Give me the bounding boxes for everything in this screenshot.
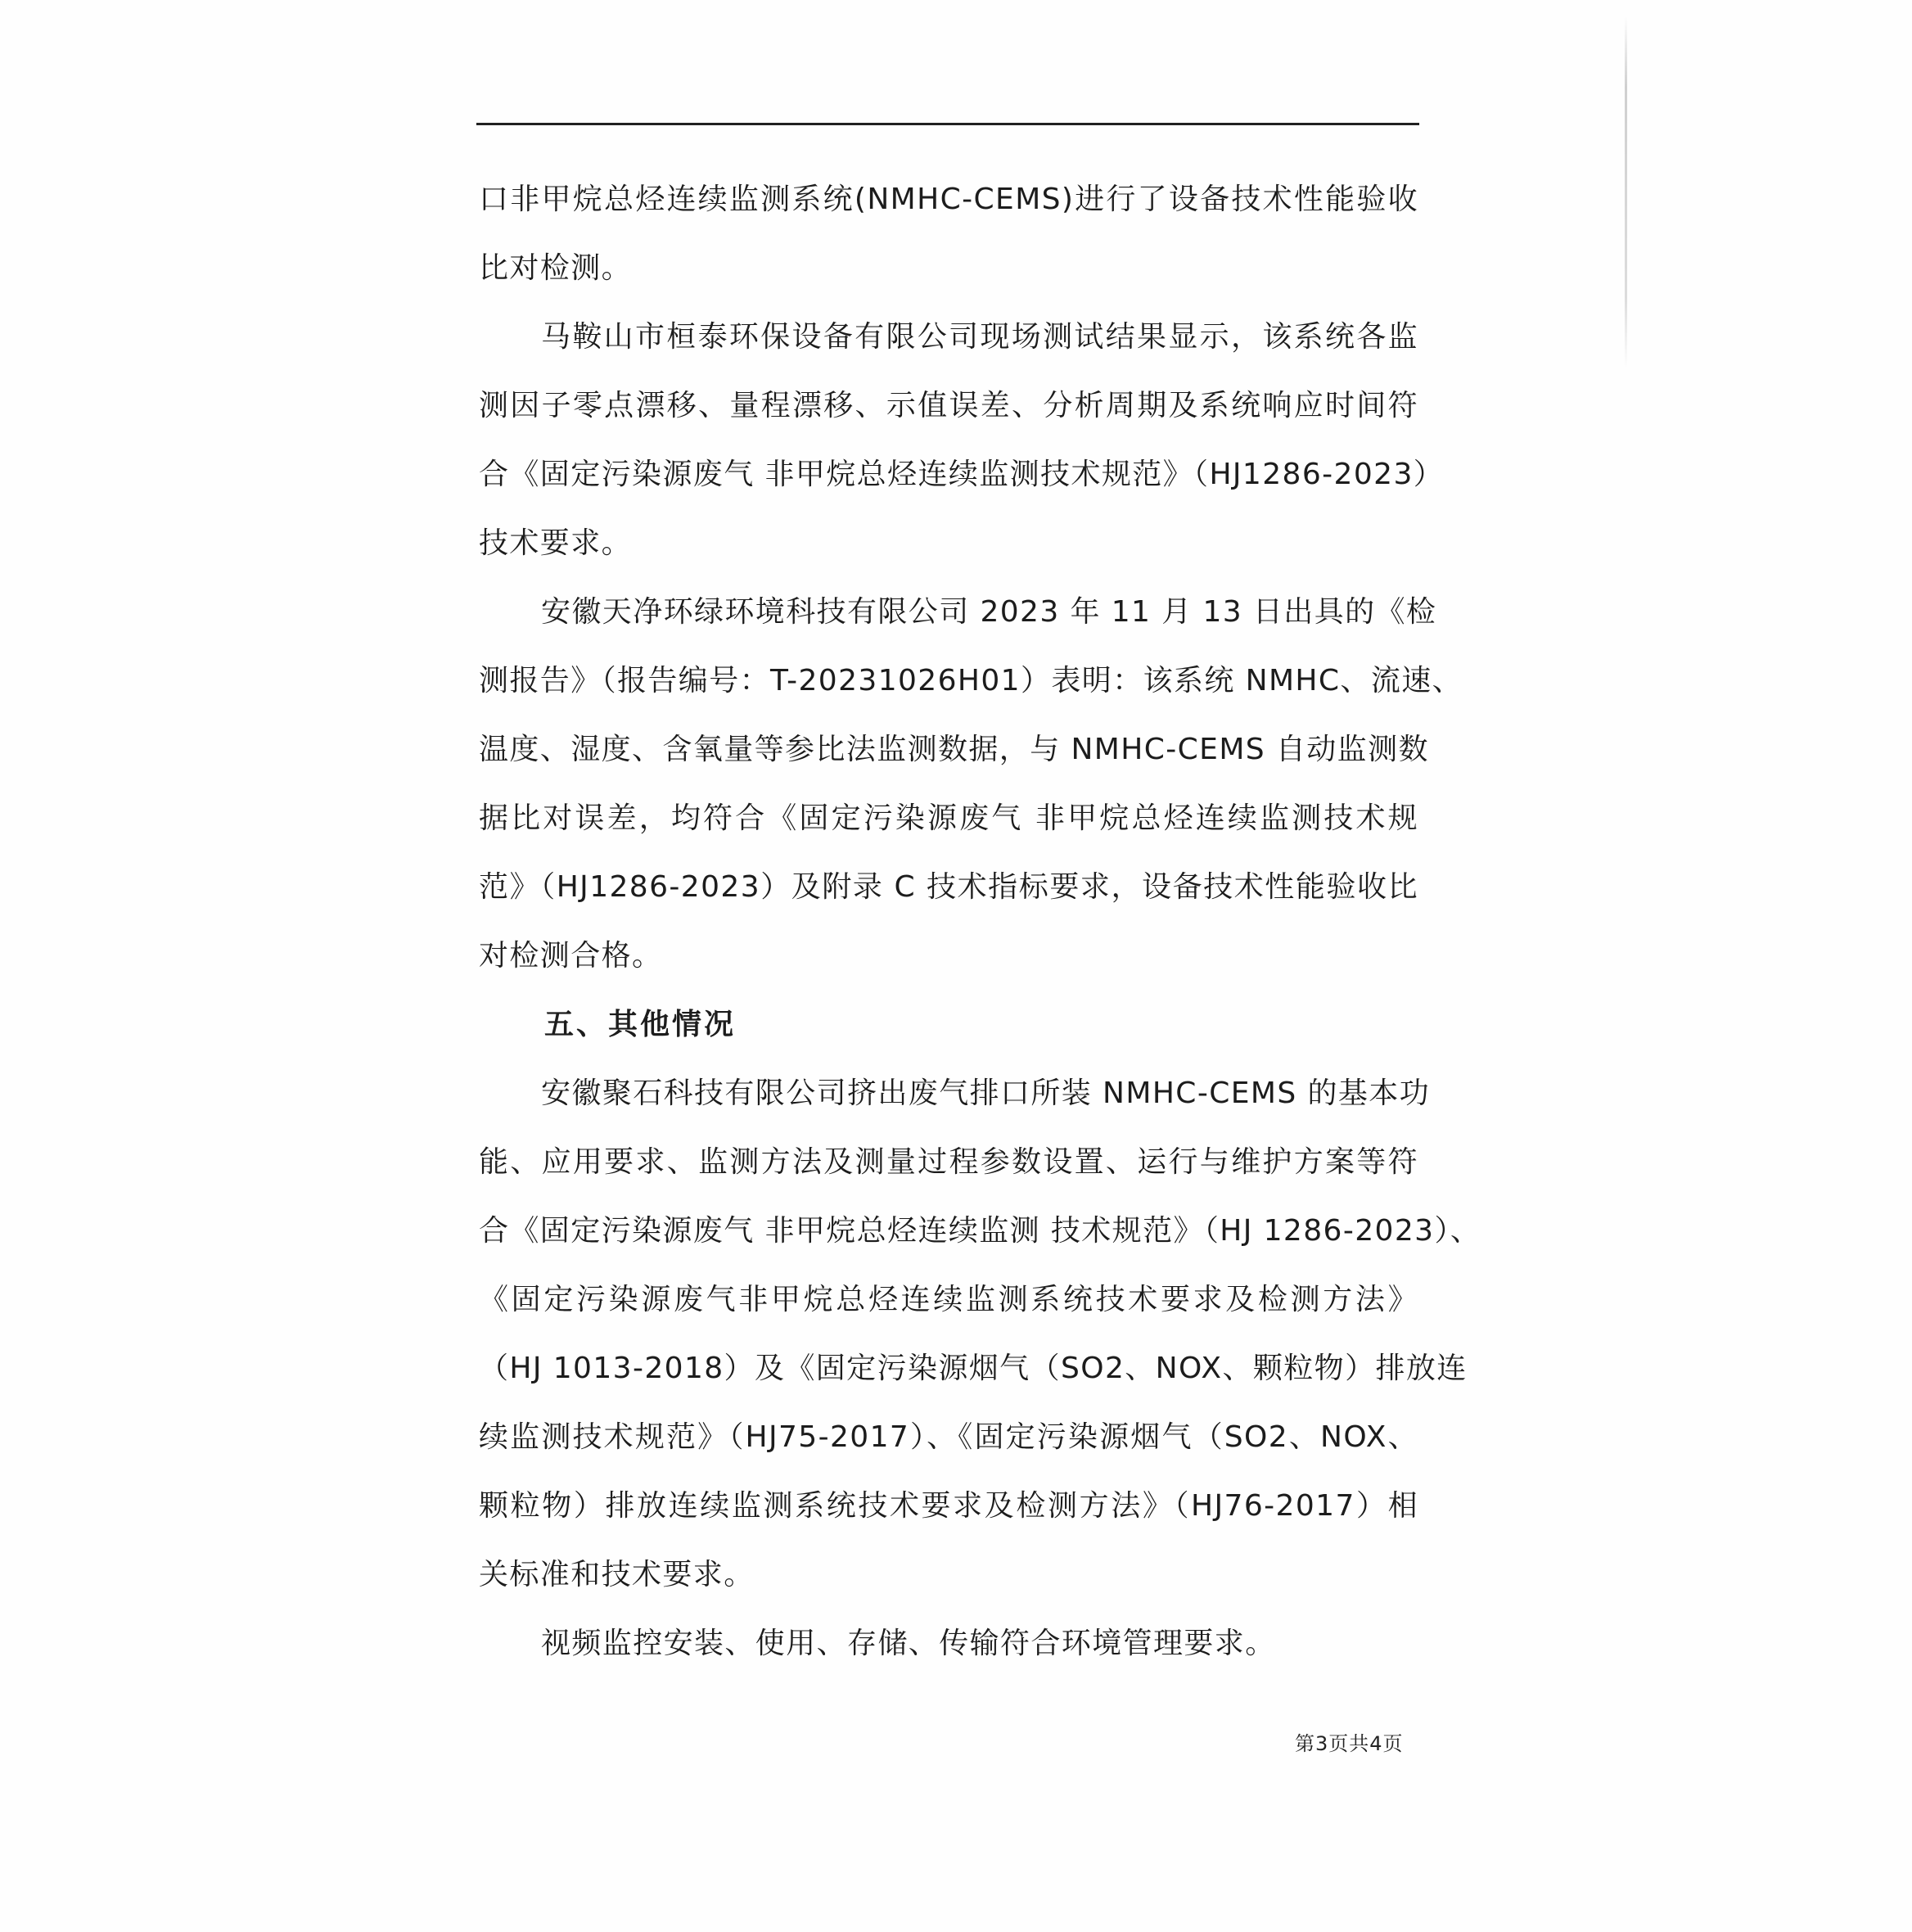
paragraph-line: 合《固定污染源废气 非甲烷总烃连续监测 技术规范》（HJ 1286-2023）、 bbox=[479, 1214, 1481, 1248]
header-rule bbox=[476, 123, 1419, 125]
paragraph-line: 关标准和技术要求。 bbox=[479, 1558, 755, 1591]
paragraph-line: 续监测技术规范》（HJ75-2017）、《固定污染源烟气（SO2、NOX、 bbox=[479, 1420, 1418, 1454]
paragraph-line: 测因子零点漂移、量程漂移、示值误差、分析周期及系统响应时间符 bbox=[479, 389, 1418, 422]
section-heading: 五、其他情况 bbox=[544, 1008, 737, 1041]
paragraph-line: 据比对误差，均符合《固定污染源废气 非甲烷总烃连续监测技术规 bbox=[479, 801, 1418, 835]
paragraph-line: 《固定污染源废气非甲烷总烃连续监测系统技术要求及检测方法》 bbox=[479, 1283, 1418, 1316]
paragraph-line: 测报告》（报告编号：T-20231026H01）表明：该系统 NMHC、流速、 bbox=[479, 664, 1463, 697]
paragraph-line: 安徽天净环绿环境科技有限公司 2023 年 11 月 13 日出具的《检 bbox=[541, 595, 1437, 629]
paragraph-line: 安徽聚石科技有限公司挤出废气排口所装 NMHC-CEMS 的基本功 bbox=[541, 1077, 1431, 1110]
paragraph-line: 视频监控安装、使用、存储、传输符合环境管理要求。 bbox=[541, 1627, 1276, 1660]
paragraph-line: 对检测合格。 bbox=[479, 939, 663, 973]
paragraph-line: 马鞍山市桓泰环保设备有限公司现场测试结果显示，该系统各监 bbox=[541, 320, 1418, 354]
document-body bbox=[479, 165, 1481, 1678]
paragraph-line: 比对检测。 bbox=[479, 251, 633, 285]
page-number: 第3页共4页 bbox=[1295, 1732, 1404, 1755]
scan-edge-shadow bbox=[1625, 16, 1627, 368]
paragraph-line: 范》（HJ1286-2023）及附录 C 技术指标要求，设备技术性能验收比 bbox=[479, 870, 1418, 904]
paragraph-line: 颗粒物）排放连续监测系统技术要求及检测方法》（HJ76-2017）相 bbox=[479, 1489, 1418, 1523]
paragraph-line: 口非甲烷总烃连续监测系统(NMHC-CEMS)进行了设备技术性能验收 bbox=[479, 183, 1418, 216]
paragraph-line: 技术要求。 bbox=[479, 526, 633, 560]
paragraph-line: 合《固定污染源废气 非甲烷总烃连续监测技术规范》（HJ1286-2023） bbox=[479, 458, 1445, 491]
paragraph-line: （HJ 1013-2018）及《固定污染源烟气（SO2、NOX、颗粒物）排放连 bbox=[479, 1352, 1468, 1385]
paragraph-line: 温度、湿度、含氧量等参比法监测数据，与 NMHC-CEMS 自动监测数 bbox=[479, 733, 1429, 766]
paragraph-line: 能、应用要求、监测方法及测量过程参数设置、运行与维护方案等符 bbox=[479, 1145, 1418, 1179]
